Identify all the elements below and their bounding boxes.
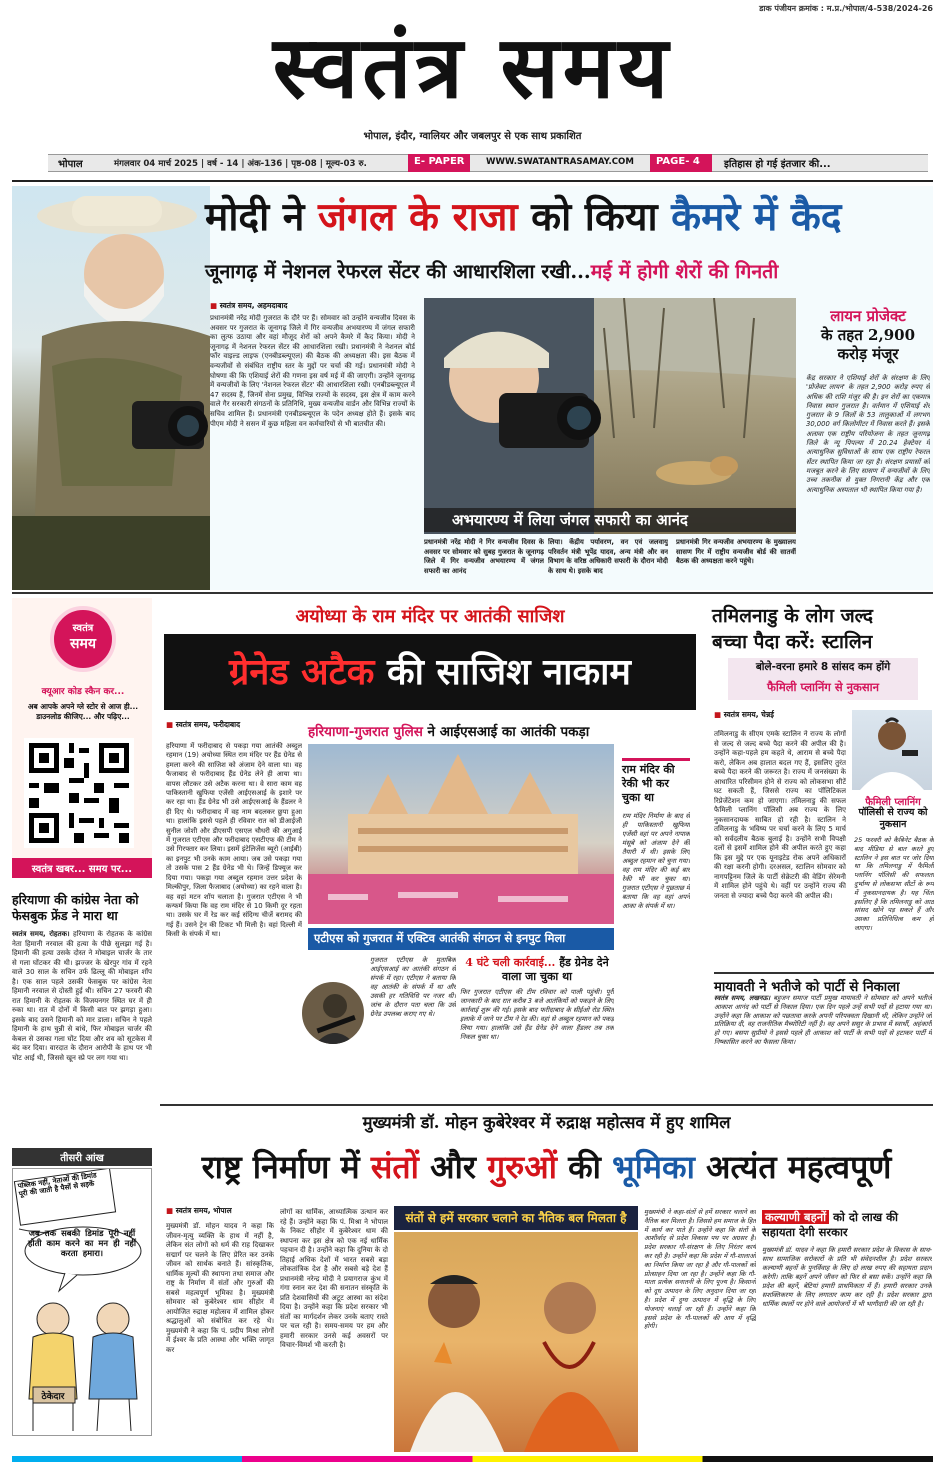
terror-subhead-part-2: ने आईएसआई का आतंकी पकड़ा	[422, 724, 590, 740]
lead-headline-part-3: को किया	[517, 194, 672, 240]
section-rule-2	[160, 1104, 933, 1106]
reki-box-body: राम मंदिर निर्माण के बाद से ही पाकिस्तानी खुफिया एजेंसी वहां पर अपने नापाक मंसूबे को अंजाम देने की तैयारी में थी। इसके लिए अब्दुल रहमान को चुना गया। वह राम मंदिर की कई बार रेकी भी कर चुका था। गुजरात एटीएस ने पूछताछ में बताया कि वह वहां अपने आका के संपर्क में था।	[622, 812, 690, 910]
mayawati-body	[714, 994, 932, 1098]
terror-subhead	[308, 722, 700, 740]
tn-side-body: 25 फरवरी को कैबिनेट बैठक के बाद मीडिया से बात करते हुए स्टालिन ने इस बात पर जोर दिया था कि तमिलनाडु में फैमिली प्लानिंग पॉलिसी की सफलता दुर्भाग्य से लोकसभा सीटों के रूप में नुकसानदायक है। यह चिंता इसलिए है कि तमिलनाडु को आठ सांसद खोने पड़ सकते हैं और उसका प्रतिनिधित्व कम हो जाएगा।	[854, 836, 934, 932]
modi-camera-photo	[12, 186, 210, 590]
terror-kicker: अयोध्या के राम मंदिर पर आतंकी साजिश	[295, 606, 565, 627]
terror-headline-part-1: ग्रेनेड अटैक	[229, 651, 375, 693]
cartoon-title: तीसरी आंख	[12, 1148, 152, 1166]
registration-number: डाक पंजीयन क्रमांक : म.प्र./भोपाल/4-538/2024-26	[759, 4, 933, 13]
lead-subhead	[205, 258, 933, 286]
lion-project-body: केंद्र सरकार ने एशियाई शेरों के संरक्षण के लिए 'प्रोजेक्ट लायन' के तहत 2,900 करोड़ रुपए से अधिक की राशि मंजूर की है। इन शेरों का एकमात्र निवास स्थान गुजरात है। वर्तमान में एशियाई शेर गुजरात के 9 जिलों के 53 तालुकाओं में लगभग 30,000 वर्ग किलोमीटर में निवास करते हैं। इसके अलावा एक राष्ट्रीय परियोजना के तहत जूनागढ़ जिले के न्यू पिपल्या में 20.24 हेक्टेयर में अत्याधुनिक सुविधाओं के साथ एक राष्ट्रीय रेफरल सेंटर स्थापित किया जा रहा है। संरक्षण प्रयासों को मजबूत करने के लिए सासण में वन्यजीवों के लिए उच्च तकनीक से युक्त निगरानी केंद्र और एक अत्याधुनिक अस्पताल भी स्थापित किया गया है।	[806, 374, 930, 494]
terror-body: हरियाणा में फरीदाबाद से पकड़ा गया आतंकी अब्दुल रहमान (19) अयोध्या स्थित राम मंदिर पर हैंड ग्रेनेड से हमला करने की साजिश को अंजाम देने वाला था। वह फैजाबाद से फरीदाबाद हैंड ग्रेनेड लेने ही आया था। वापस लौटकर उसे अटैक करना था। वे सारा काम वह पाकिस्तानी खुफिया एजेंसी आईएसआई के इशारे पर कर रहा था। हैंड ग्रेनेड भी उसे आईएसआई के हैंडलर ने ही दिए थे। फरीदाबाद में वह नाम बदलकर छुपा हुआ था। हालांकि इससे पहले ही रविवार रात को डीआईजी सुनील जोशी और डीएसपी एसएल चौधरी की अगुआई में गुजरात एटीएस और फरीदाबाद एसटीएफ की टीम ने उसे गिरफ्तार कर लिया। इसमें इंटेलिजेंस ब्यूरो (आईबी) का इनपुट भी उनके काम आया। जब उसे पकड़ा गया तो उसके पास 2 हैंड ग्रेनेड भी थे। जिन्हें डिफ्यूज कर दिया गया। पकड़ा गया अब्दुल रहमान उत्तर प्रदेश के मिल्कीपुर, जिला फैजाबाद (अयोध्या) का रहने वाला है। वह वहां मटन शॉप चलाता है। गुजरात एटीएस ने भी कन्फर्म किया कि वह राम मंदिर से 10 किमी दूर रहता था। उसके घर में रेड कर कई संदिग्ध चीजें बरामद की गई हैं। उसने ट्रेन की टिकट भी मिली है। वहां दिल्ली में किसी के संपर्क में था।	[166, 742, 302, 939]
terror-sub-body: गुजरात एटीएस के मुताबिक आईएसआई का आतंकी संगठन से संपर्क में रहा। एटीएस ने बताया कि वह आतंकी के संपर्क में था और उसकी हर गतिविधि पर नजर थी। जांच के दौरान पता चला कि उसे ग्रेनेड उपलब्ध कराए गए थे।	[370, 956, 456, 1018]
mp-kicker: मुख्यमंत्री डॉ. मोहन कुबेरेश्वर में रुद्राक्ष महोत्सव में हुए शामिल	[362, 1113, 731, 1132]
tn-subhead-1: बोले-वरना हमारे 8 सांसद कम होंगे	[755, 661, 891, 673]
mp-head-5: की	[556, 1148, 613, 1186]
cartoon-sign: पब्लिक नहीं, नेताओं की डिमांड पूरी की जाती है पैसों से सड़कें	[17, 1171, 98, 1199]
safari-photo-caption: अभयारण्य में लिया जंगल सफारी का आनंद	[424, 508, 796, 532]
cm-saint-photo	[394, 1232, 638, 1452]
lead-headline	[205, 192, 933, 242]
sidebar-news-byline: स्वतंत्र समय, रोहतक।	[12, 930, 70, 938]
safari-photo	[424, 298, 796, 534]
mp-head-2: संतों	[370, 1148, 419, 1186]
sidebar-news-headline: हरियाणा की कांग्रेस नेता को फेसबुक फ्रेंड ने मारा था	[12, 892, 139, 923]
tn-photo-tag-2: पॉलिसी से राज्य को नुकसान	[858, 807, 928, 830]
color-bar	[12, 1456, 933, 1462]
mp-body-3: मुख्यमंत्री ने कहा-संतों से हमें सरकार चलाने का नैतिक बल मिलता है। जिससे हम समाज के हित में कार्य कर पाते हैं। उन्होंने कहा कि संतों के आशीर्वाद से प्रदेश विकास पथ पर अग्रसर है। प्रदेश सरकार गौ-संरक्षण के लिए निरंतर कार्य कर रही है। उन्होंने कहा कि प्रदेश में गौ-शालाओं का निर्माण किया जा रहा है और गौ-पालकों को प्रोत्साहन दिया जा रहा है। उन्होंने कहा कि गौ-माता प्रत्येक सनातनी के लिए पूज्य है। किसानों को दूध उत्पादन के लिए अनुदान दिया जा रहा है। प्रदेश में दुग्ध उत्पादन में वृद्धि के लिए योजनाएं चलाई जा रही हैं। उन्होंने कहा कि इससे प्रदेश के गौ-पालकों की आय में वृद्धि होगी।	[644, 1208, 756, 1331]
epaper-badge[interactable]: E- PAPER	[408, 154, 470, 172]
lead-headline-part-4: कैमरे में कैद	[671, 194, 842, 240]
slogan: इतिहास हो गई इंतजार की...	[724, 159, 831, 170]
lead-caption-2: लिया। केंद्रीय पर्यावरण, वन एवं जलवायु परिवर्तन मंत्री भूपेंद्र यादव, अन्य मंत्री और वन विभाग के वरिष्ठ अधिकारी सफारी के दौरान मोदी के साथ थे। इसके बाद	[548, 538, 668, 575]
mp-side-headline	[762, 1210, 934, 1240]
qr-text-1: क्यूआर कोड स्कैन कर...	[41, 687, 125, 697]
tn-photo-tag-1: फैमिली प्लानिंग	[865, 797, 921, 808]
mayawati-text: बहुजन समाज पार्टी प्रमुख मायावती ने सोमवार को अपने भतीजे आकाश आनंद को पार्टी से निकाल दिया। एक दिन पहले उन्हें सभी पदों से हटाया गया था। उन्होंने कहा कि आकाश को पछतावा करके अपनी परिपक्वता दिखानी थी, लेकिन उन्होंने जो प्रतिक्रिया दी, वह राजनीतिक मैच्योरिटी नहीं है। वह अपने ससुर के प्रभाव में स्वार्थी, अहंकारी हो गए। बसपा सुप्रीमो ने इससे पहले ही आकाश को पार्टी के सभी पदों से हटाकर पार्टी में निष्कासित करने का फैसला किया।	[714, 994, 932, 1046]
tagline: भोपाल, इंदौर, ग्वालियर और जबलपुर से एक साथ प्रकाशित	[363, 131, 582, 142]
sidebar-footer: स्वतंत्र खबर... समय पर...	[12, 858, 152, 878]
lead-caption-3: प्रधानमंत्री गिर वन्यजीव अभयारण्य के मुख्यालय सासण गिर में राष्ट्रीय वन्यजीव बोर्ड की सातवीं बैठक की अध्यक्षता करने पहुंचे।	[676, 538, 796, 566]
logo-line-1: स्वतंत्र	[72, 623, 94, 634]
lead-body: प्रधानमंत्री नरेंद्र मोदी गुजरात के दौरे पर हैं। सोमवार को उन्होंने वन्यजीव दिवस के अवसर पर गुजरात के जूनागढ़ जिले में गिर वन्यजीव अभयारण्य में जंगल सफारी का लुत्फ उठाया और वहां मौजूद शेरों को अपने कैमरे में कैद किया। मोदी ने जूनागढ़ में नेशनल रेफरल सेंटर की आधारशिला रखी। प्रधानमंत्री ने नेशनल बोर्ड फॉर वाइल्ड लाइफ (एनबीडब्ल्यूएल) की बैठक की अध्यक्षता की। इस बैठक में वन्यजीवों से संबंधित राष्ट्रीय स्तर के मुद्दों पर चर्चा की गई। प्रधानमंत्री मोदी ने घोषणा की कि एशियाई शेरों की गणना इस वर्ष मई में की जाएगी। उन्होंने जूनागढ़ में वन्यजीवों के लिए 'नेशनल रेफरल सेंटर' की आधारशिला रखी। एनबीडब्ल्यूएल में 47 सदस्य हैं, जिनमें सेना प्रमुख, विभिन्न राज्यों के सदस्य, इस क्षेत्र में काम करने वाले गैर सरकारी संगठनों के प्रतिनिधि, मुख्य वन्यजीव वार्डन और विभिन्न राज्यों के सचिव शामिल हैं। प्रधानमंत्री एनबीडब्ल्यूएल के पदेन अध्यक्ष होते हैं। इसके बाद पीएम मोदी ने ससन में कुछ महिला वन कर्मचारियों से भी बातचीत की।	[210, 314, 415, 428]
mp-headline	[160, 1144, 933, 1190]
stalin-photo	[852, 710, 932, 790]
tn-body: तमिलनाडु के सीएम एमके स्टालिन ने राज्य के लोगों से जल्द से जल्द बच्चे पैदा करने की अपील की है। उन्होंने कहा-पहले हम कहते थे, आराम से बच्चे पैदा करो, लेकिन अब हालात बदल गए हैं, इसलिए तुरंत बच्चे पैदा करने की जरूरत है। राज्य में जनसंख्या के आधारित परिसीमन होने से राज्य को लोकसभा सीटें घट सकती हैं, जिससे राज्य का पॉलिटिकल रिप्रेजेंटेशन कम हो जाएगा। तमिलनाडु की सफल फैमिली प्लानिंग पॉलिसी अब राज्य के लिए नुकसानदायक साबित हो रही है। स्टालिन ने तमिलनाडु के भविष्य पर चर्चा करने के लिए 5 मार्च को सर्वदलीय बैठक बुलाई है। उन्होंने सभी विपक्षी दलों से इसमें शामिल होने की अपील करते हुए कहा कि इस मुद्दे पर एक यूनाइटेड रोक अपने अधिकारों की रक्षा करनी होगी। दरअसल, स्टालिन सोमवार को नागपट्टिनम जिले के पार्टी सेक्रेटरी की वेडिंग सेरेमनी में शामिल होने पहुंचे थे। वहीं पर उन्होंने राज्य की जनता से ज्यादा बच्चे पैदा करने की अपील की।	[714, 730, 846, 900]
mp-byline: ■ स्वतंत्र समय, भोपाल	[166, 1206, 316, 1216]
section-rule-1	[12, 592, 933, 594]
terror-byline: ■ स्वतंत्र समय, फरीदाबाद	[166, 720, 306, 730]
masthead-rule	[12, 180, 933, 182]
mp-body-2: लोगों का धार्मिक, आध्यात्मिक उत्थान कर रहे हैं। उन्होंने कहा कि पं. मिश्रा ने भोपाल के निकट सीहोर में कुबेरेश्वर धाम की स्थापना कर इस क्षेत्र को एक नई धार्मिक पहचान दी है। उन्होंने कहा कि दुनिया के दो तिहाई अधिक देशों में भारत सबसे बड़ा लोकतांत्रिक देश है और सबसे बड़े देश हैं प्रधानमंत्री नरेन्द्र मोदी ने प्रयागराज कुंभ में गंगा स्नान कर देश की सनातन संस्कृति के प्रति देशवासियों की अटूट आस्था का संदेश दिया है। उन्होंने कहा कि प्रदेश सरकार भी संतों का मार्गदर्शन लेकर उनके बताए रास्ते पर चल रही है। समय-समय पर हम और हमारी सरकार उनसे कई अवसरों पर विचार-विमर्श भी करती है।	[280, 1208, 388, 1349]
lead-subhead-part-2: मई में होगी शेरों की गिनती	[590, 260, 779, 283]
mayawati-byline: स्वतंत्र समय, लखनऊ।	[714, 994, 771, 1002]
sidebar-news-body	[12, 930, 152, 1138]
lead-byline: ■ स्वतंत्र समय, अहमदाबाद	[210, 301, 410, 311]
logo-line-2: समय	[70, 636, 96, 652]
reki-box-headline: राम मंदिर की रेकी भी कर चुका था	[622, 758, 690, 805]
mp-head-1: राष्ट्र निर्माण में	[201, 1148, 371, 1186]
website-link[interactable]: WWW.SWATANTRASAMAY.COM	[486, 157, 634, 167]
qr-code[interactable]	[24, 738, 134, 848]
mp-side-head-1: कल्याणी बहनों	[762, 1210, 829, 1224]
mp-side-head-2: को दो लाख की सहायता देगी सरकार	[762, 1210, 898, 1239]
lead-caption-1: प्रधानमंत्री नरेंद्र मोदी ने गिर वन्यजीव दिवस के अवसर पर सोमवार को सुबह गुजरात के जूनागढ़ जिले में गिर वन्यजीव अभयारण्य में जंगल सफारी का आनंद	[424, 538, 544, 575]
mayawati-headline: मायावती ने भतीजे को पार्टी से निकाला	[714, 972, 934, 995]
qr-text-2: अब आपके अपने ग्ले स्टोर से आज ही... डाउनलोड कीजिए... और पढ़िए...	[27, 702, 139, 721]
raid-box-head-2: हैंड ग्रेनेड देने वाला जा चुका था	[502, 956, 609, 983]
lead-headline-part-2: जंगल के राजा	[318, 194, 518, 240]
ram-temple-photo	[308, 744, 614, 924]
ats-banner: एटीएस को गुजरात में एक्टिव आतंकी संगठन से इनपुट मिला	[308, 928, 614, 950]
lion-project-head-1: लायन प्रोजेक्ट	[830, 307, 906, 325]
tn-subhead-2: फैमिली प्लानिंग से नुकसान	[767, 680, 879, 694]
cartoon-label: ठेकेदार	[41, 1392, 65, 1402]
tn-headline-1: तमिलनाडु के लोग जल्द	[712, 605, 873, 627]
lead-subhead-part-1: जूनागढ़ में नेशनल रेफरल सेंटर की आधारशिला रखी...	[205, 260, 591, 283]
raid-box-headline	[460, 956, 614, 984]
terror-headline	[164, 634, 696, 710]
lion-project-head-2: के तहत 2,900 करोड़ मंजूर	[821, 326, 915, 363]
terror-subhead-part-1: हरियाणा-गुजरात पुलिस	[308, 724, 423, 740]
mp-head-4: गुरुओं	[487, 1148, 557, 1186]
mp-head-3: और	[418, 1148, 488, 1186]
mp-head-6: भूमिका	[612, 1148, 695, 1186]
tn-headline-2: बच्चा पैदा करें: स्टालिन	[712, 631, 873, 653]
cartoon-bubble: जब तक सबकी डिमांड पूरी नहीं होती काम करने का मन ही नहीं करता हमारा।	[27, 1228, 137, 1258]
lead-headline-part-1: मोदी ने	[205, 194, 319, 240]
terror-headline-part-2: की साजिश नाकाम	[374, 651, 631, 693]
page-badge: PAGE- 4	[650, 154, 712, 172]
raid-box-body: फिर गुजरात एटीएस की टीम रविवार को पाली पहुंची। पूरी जानकारी के बाद रात करीब 3 बजे आतंकियों को पकड़ने के लिए कार्रवाई शुरू की गई। इसके बाद फरीदाबाद के सीईओ रोड स्थित इलाके में जाने पर टीम ने रेड की। वहां से अब्दुल रहमान को पकड़ लिया गया। हालांकि उसे हैंड ग्रेनेड देने वाला हैंडलर तब तक निकल चुका था।	[460, 988, 614, 1041]
tn-byline: ■ स्वतंत्र समय, चेन्नई	[714, 710, 854, 720]
sidebar-news-text: हरियाणा के रोहतक के कांग्रेस नेता हिमानी नरवाल की हत्या के पीछे सुलझा गई है। हिमानी की हत्या उसके दोस्त ने मोबाइल चार्जर के तार से गला घोंटकर की थी। झज्जर के खेरपुर गांव में रहने वाले 30 साल के सचिन उर्फ ढिल्लू की मोबाइल शॉप है। एक साल पहले उसकी फेसबुक पर कांग्रेस नेता हिमानी नरवाल से दोस्ती हुई थी। सचिन 27 फरवरी की रात हिमानी के रोहतक के विजयनगर स्थित घर में ही रुका था। रात में दोनों में किसी बात पर झगड़ा हुआ। इसके बाद उसने हिमानी को मार डाला। सचिन ने पहले हिमानी के हाथ चुन्नी से बांधे, फिर मोबाइल चार्जर की केबल से उसका गला घोंट दिया और शव को सूटकेस में बंद कर दिया। वारदात के दौरान आरोपी के हाथ पर भी चोट आई थी, जिससे खून स्प्रे पर लग गया था।	[12, 930, 152, 1062]
mp-body-1: मुख्यमंत्री डॉ. मोहन यादव ने कहा कि जीवन-मृत्यु व्यक्ति के हाथ में नहीं है, लेकिन संत लोगों को धर्म की राह दिखाकर सद्मार्ग पर चलने के लिए प्रेरित कर उनके जीवन को सार्थक बनाते हैं। सांस्कृतिक, धार्मिक मूल्यों की स्थापना तथा समाज और राष्ट्र के निर्माण में संतों और गुरुओं की सबसे महत्वपूर्ण भूमिका है। मुख्यमंत्री सोमवार को कुबेरेश्वर धाम सीहोर में आयोजित रुद्राक्ष महोत्सव में शामिल होकर श्रद्धालुओं को संबोधित कर रहे थे। मुख्यमंत्री ने कहा कि पं. प्रदीप मिश्रा लोगों में ईश्वर के प्रति आस्था और भक्ति जागृत कर	[166, 1222, 274, 1354]
mp-head-7: अत्यंत महत्वपूर्ण	[694, 1148, 892, 1186]
city-label: भोपाल	[58, 159, 83, 170]
issue-info: मंगलवार 04 मार्च 2025 | वर्ष - 14 | अंक-136 | पृष्ठ-08 | मूल्य-03 रु.	[114, 159, 367, 169]
raid-box-head-1: 4 घंटे चली कार्रवाई...	[465, 956, 556, 969]
newspaper-title: स्वतंत्र समय	[272, 17, 673, 118]
mp-side-body: मुख्यमंत्री डॉ. यादव ने कहा कि हमारी सरकार प्रदेश के विकास के साथ-साथ सामाजिक सरोकारों के प्रति भी संवेदनशील है। प्रदेश सरकार कल्याणी बहनों के पुनर्विवाह के लिए दो लाख रुपए की सहायता प्रदान करेगी। ताकि बहनें अपने जीवन को फिर से बसा सकें। उन्होंने कहा कि प्रदेश की बहनें, बेटियां हमारी प्राथमिकता में हैं। हमारी सरकार उनके सशक्तिकरण के लिए लगातार काम कर रही है। प्रदेश सरकार द्वारा धार्मिक स्थलों पर होने वाले आयोजनों में भी भागीदारी की जा रही है।	[762, 1246, 932, 1308]
mp-photo-caption: संतों से हमें सरकार चलाने का नैतिक बल मिलता है	[394, 1206, 638, 1230]
